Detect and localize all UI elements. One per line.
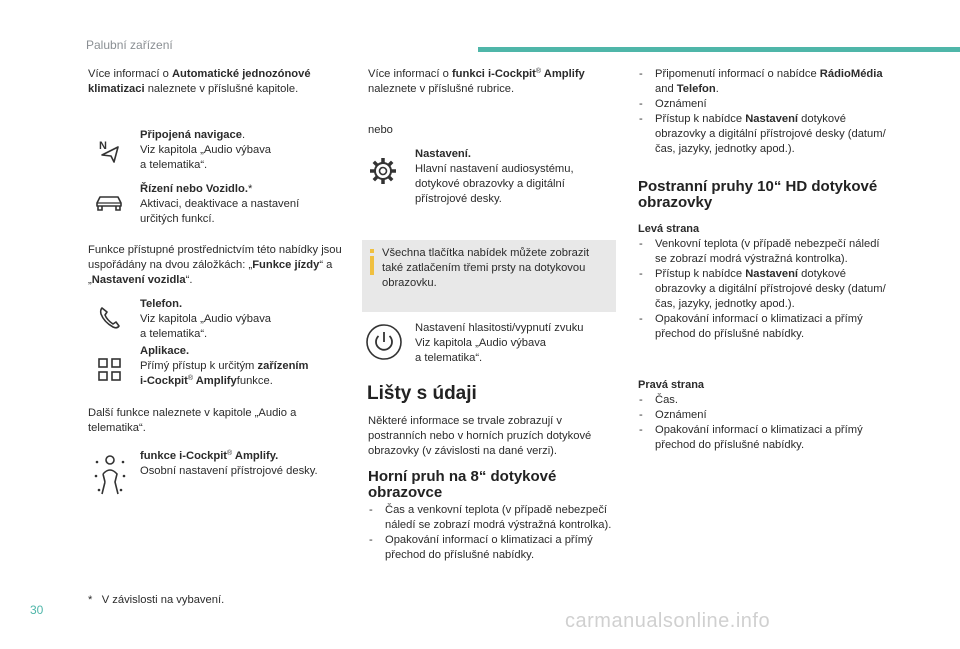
left-side-heading: Levá strana — [638, 223, 700, 235]
phone-description: Telefon. Viz kapitola „Audio výbava a telematika“. — [140, 298, 272, 340]
apps-grid-icon — [97, 357, 123, 388]
col1-intro: Více informací o Automatické jednozónové klimatizaci naleznete v příslušné kapitole. — [88, 68, 311, 95]
right-side-list — [638, 393, 888, 453]
footnote: * V závislosti na vybavení. — [88, 594, 225, 606]
amplify-description: funkce i-Cockpit® Amplify. Osobní nastavení přístrojové desky. — [140, 450, 318, 477]
info-note-box — [362, 240, 616, 312]
list-item: - Oznámení — [638, 97, 888, 112]
side-bars-heading: Postranní pruhy 10“ HD dotykové obrazovky — [638, 178, 878, 211]
more-functions-paragraph: Další funkce naleznete v kapitole „Audio a telematika“. — [88, 407, 297, 434]
power-icon — [365, 323, 403, 366]
settings-description: Nastavení. Hlavní nastavení audiosystému, dotykové obrazovky a digitální přístrojové desky. — [415, 148, 574, 205]
col3-top-list — [638, 67, 888, 157]
list-item: - Přístup k nabídce Nastavení dotykové obrazovky a digitální přístrojové desky (datum/čas, jazyky, jednotky apod.). — [638, 267, 888, 312]
or-text: nebo — [368, 124, 393, 136]
bars-heading: Lišty s údaji — [367, 383, 477, 404]
navigation-icon — [98, 138, 122, 169]
list-item: - Čas. — [638, 393, 888, 408]
driving-description: Řízení nebo Vozidlo.* Aktivaci, deaktivace a nastavení určitých funkcí. — [140, 183, 300, 225]
settings-gear-icon — [368, 156, 398, 191]
list-item: - Oznámení — [638, 408, 888, 423]
list-item: - Opakování informací o klimatizaci a přímý přechod do příslušné nabídky. — [368, 533, 616, 563]
top-bar-list — [368, 503, 616, 563]
list-item: - Přístup k nabídce Nastavení dotykové obrazovky a digitální přístrojové desky (datum/čas, jazyky, jednotky apod.). — [638, 112, 888, 157]
info-note-text: Všechna tlačítka nabídek můžete zobrazit také zatlačením třemi prsty na dotykovou obrazovku. — [382, 247, 590, 289]
car-icon — [94, 193, 124, 218]
svg-text:N: N — [99, 140, 107, 152]
phone-icon — [97, 305, 123, 336]
left-side-list — [638, 237, 888, 342]
right-side-heading: Pravá strana — [638, 379, 705, 391]
list-item: - Připomenutí informací o nabídce RádioMédia and Telefon. — [638, 67, 888, 97]
watermark[interactable]: carmanualsonline.info — [565, 610, 771, 632]
header-accent-bar — [478, 47, 960, 52]
top-bar-heading: Horní pruh na 8“ dotykové obrazovce — [368, 468, 557, 501]
list-item: - Venkovní teplota (v případě nebezpečí náledí se zobrazí modrá výstražná kontrolka). — [638, 237, 888, 267]
bars-paragraph: Některé informace se trvale zobrazují v postranních nebo v horních pruzích dotykové obrazovky (v závislosti na dané verzi). — [368, 415, 592, 457]
apps-description: Aplikace. Přímý přístup k určitým zařízením i-Cockpit® Amplifyfunkce. — [140, 345, 309, 387]
col2-intro: Více informací o funkci i-Cockpit® Amplify naleznete v příslušné rubrice. — [368, 68, 585, 95]
power-description: Nastavení hlasitosti/vypnutí zvuku Viz kapitola „Audio výbava a telematika“. — [415, 322, 584, 364]
nav-description: Připojená navigace. Viz kapitola „Audio výbava a telematika“. — [140, 129, 272, 171]
page-number: 30 — [30, 603, 44, 617]
info-icon — [362, 248, 382, 276]
tabs-paragraph: Funkce přístupné prostřednictvím této nabídky jsou uspořádány na dvou záložkách: „Funkce jízdy“ a „Nastavení vozidla“. — [88, 244, 342, 286]
list-item: - Opakování informací o klimatizaci a přímý přechod do příslušné nabídky. — [638, 423, 888, 453]
list-item: - Opakování informací o klimatizaci a přímý přechod do příslušné nabídky. — [638, 312, 888, 342]
amplify-person-icon — [94, 452, 126, 503]
list-item: - Čas a venkovní teplota (v případě nebezpečí náledí se zobrazí modrá výstražná kontrolka). — [368, 503, 616, 533]
header-title: Palubní zařízení — [86, 38, 173, 52]
